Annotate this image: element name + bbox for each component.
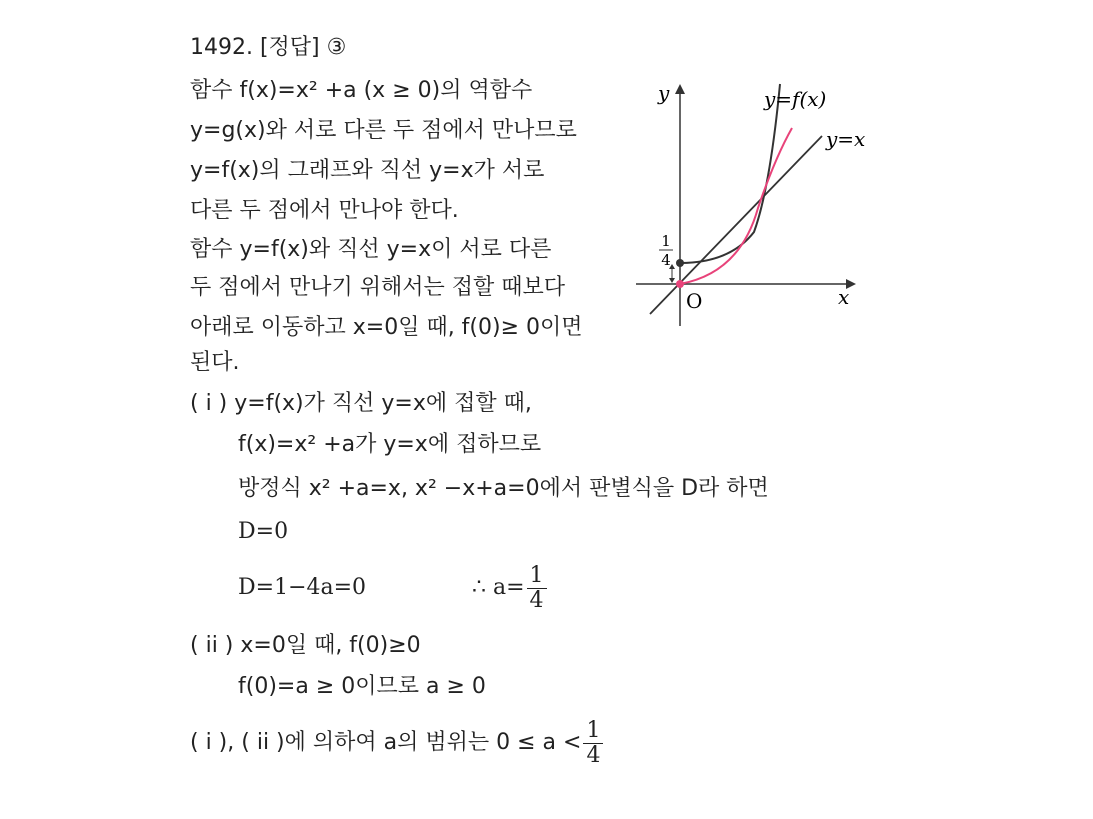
y-axis-label: y xyxy=(658,81,670,105)
tick-numerator: 1 xyxy=(661,232,671,250)
origin-point xyxy=(676,280,684,288)
discriminant-equation: D=1−4a=0 xyxy=(238,575,367,600)
fraction-denominator: 4 xyxy=(529,587,544,613)
line-y-equals-x xyxy=(650,136,822,314)
curve-shifted xyxy=(680,128,792,284)
fraction-numerator: 1 xyxy=(527,564,547,589)
case-i-tangent-line: f(x)=x² +a가 y=x에 접하므로 xyxy=(238,432,542,457)
tick-denominator: 4 xyxy=(661,251,671,269)
problem-header: 1492. [정답] ③ xyxy=(190,35,347,60)
conclusion-text: ( i ), ( ii )에 의하여 a의 범위는 0 ≤ a < xyxy=(190,730,582,755)
text-line-2: y=g(x)와 서로 다른 두 점에서 만나므로 xyxy=(190,118,577,143)
discriminant-zero: D=0 xyxy=(238,519,289,544)
function-graph xyxy=(630,78,890,338)
shift-arrow-down xyxy=(669,278,675,283)
y-axis-arrow xyxy=(675,84,685,94)
text-line-5: 함수 y=f(x)와 직선 y=x이 서로 다른 xyxy=(190,237,552,262)
fraction-denominator: 4 xyxy=(586,742,601,768)
therefore-a xyxy=(472,561,549,615)
fraction-one-quarter-final xyxy=(583,719,603,768)
line-label: y=x xyxy=(826,127,866,151)
therefore-a-text: ∴ a= xyxy=(472,575,525,600)
text-line-3: y=f(x)의 그래프와 직선 y=x가 서로 xyxy=(190,158,545,183)
fraction-numerator: 1 xyxy=(583,719,603,744)
case-i-equation-line: 방정식 x² +a=x, x² −x+a=0에서 판별식을 D라 하면 xyxy=(238,476,769,501)
case-i-line: ( i ) y=f(x)가 직선 y=x에 접할 때, xyxy=(190,391,532,416)
conclusion-line xyxy=(190,716,605,770)
case-ii-result-line: f(0)=a ≥ 0이므로 a ≥ 0 xyxy=(238,674,486,699)
case-ii-line: ( ii ) x=0일 때, f(0)≥0 xyxy=(190,633,421,658)
intercept-point xyxy=(676,259,684,267)
x-axis-label: x xyxy=(838,285,850,309)
text-line-6: 두 점에서 만나기 위해서는 접할 때보다 xyxy=(190,275,565,300)
text-line-8: 된다. xyxy=(190,350,240,375)
curve-label: y=f(x) xyxy=(764,87,827,111)
text-line-4: 다른 두 점에서 만나야 한다. xyxy=(190,198,459,223)
origin-label: O xyxy=(686,289,703,313)
fraction-one-quarter xyxy=(527,564,547,613)
text-line-7: 아래로 이동하고 x=0일 때, f(0)≥ 0이면 xyxy=(190,315,583,340)
text-line-1: 함수 f(x)=x² +a (x ≥ 0)의 역함수 xyxy=(190,78,533,103)
